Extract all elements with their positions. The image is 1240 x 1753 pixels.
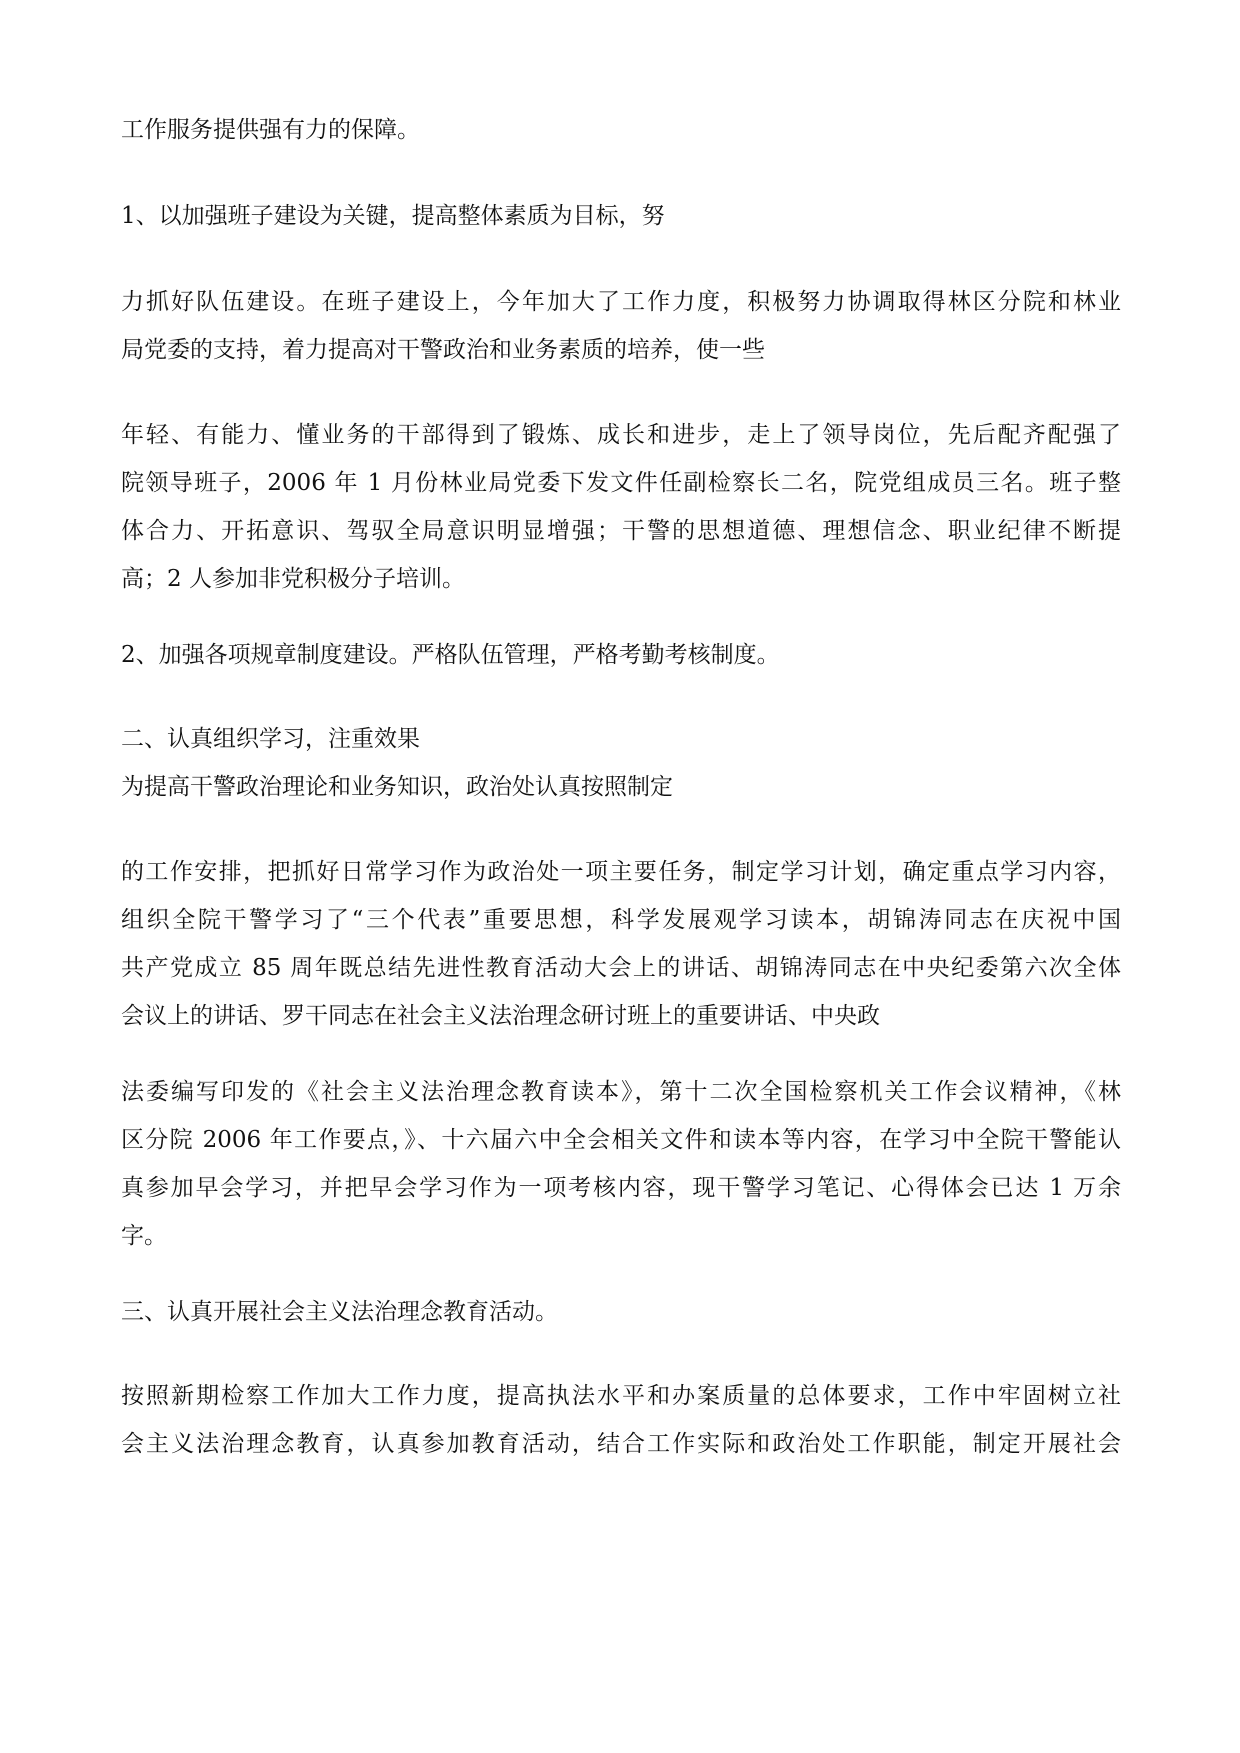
- section-heading: 二、认真组织学习，注重效果: [121, 726, 420, 752]
- text-line: 高；2 人参加非党积极分子培训。: [121, 566, 465, 592]
- text-line: 法委编写印发的《社会主义法治理念教育读本》，第十二次全国检察机关工作会议精神，《林: [121, 1079, 1121, 1105]
- section-heading: 三、认真开展社会主义法治理念教育活动。: [121, 1299, 558, 1325]
- paragraph-item-2: [121, 631, 1121, 679]
- section-2-heading: [121, 715, 1121, 811]
- paragraph-team-building: [121, 278, 1121, 374]
- paragraph-study-results: [121, 1068, 1121, 1260]
- paragraph-study-content: [121, 848, 1121, 1040]
- section-3-heading: [121, 1288, 1121, 1336]
- text-line: 1、以加强班子建设为关键，提高整体素质为目标，努: [121, 203, 665, 229]
- paragraph-closing-line: [121, 106, 1121, 154]
- text-line: 共产党成立 85 周年既总结先进性教育活动大会上的讲话、胡锦涛同志在中央纪委第六次全体: [121, 955, 1121, 981]
- paragraph-education-activity: [121, 1372, 1121, 1468]
- text-line: 力抓好队伍建设。在班子建设上，今年加大了工作力度，积极努力协调取得林区分院和林业: [121, 289, 1121, 315]
- paragraph-leadership: [121, 411, 1121, 603]
- text-line: 的工作安排，把抓好日常学习作为政治处一项主要任务，制定学习计划，确定重点学习内容，: [121, 859, 1121, 885]
- text-line: 年轻、有能力、懂业务的干部得到了锻炼、成长和进步，走上了领导岗位，先后配齐配强了: [121, 422, 1121, 448]
- text-line: 会议上的讲话、罗干同志在社会主义法治理念研讨班上的重要讲话、中央政: [121, 1003, 880, 1029]
- text-line: 真参加早会学习，并把早会学习作为一项考核内容，现干警学习笔记、心得体会已达 1 万余: [121, 1175, 1121, 1201]
- text-line: 工作服务提供强有力的保障。: [121, 117, 420, 143]
- text-line: 体合力、开拓意识、驾驭全局意识明显增强；干警的思想道德、理想信念、职业纪律不断提: [121, 518, 1121, 544]
- paragraph-item-1-heading: [121, 192, 1121, 240]
- text-line: 组织全院干警学习了“三个代表”重要思想，科学发展观学习读本，胡锦涛同志在庆祝中国: [121, 907, 1121, 933]
- text-line: 院领导班子，2006 年 1 月份林业局党委下发文件任副检察长二名，院党组成员三名。班子整: [121, 470, 1121, 496]
- text-line: 区分院 2006 年工作要点，》、十六届六中全会相关文件和读本等内容，在学习中全院干警能认: [121, 1127, 1121, 1153]
- text-line: 2、加强各项规章制度建设。严格队伍管理，严格考勤考核制度。: [121, 642, 780, 668]
- text-line: 为提高干警政治理论和业务知识，政治处认真按照制定: [121, 774, 673, 800]
- text-line: 按照新期检察工作加大工作力度，提高执法水平和办案质量的总体要求，工作中牢固树立社: [121, 1383, 1121, 1409]
- text-line: 字。: [121, 1223, 167, 1249]
- text-line: 局党委的支持，着力提高对干警政治和业务素质的培养，使一些: [121, 337, 765, 363]
- text-line: 会主义法治理念教育，认真参加教育活动，结合工作实际和政治处工作职能，制定开展社会: [121, 1431, 1121, 1457]
